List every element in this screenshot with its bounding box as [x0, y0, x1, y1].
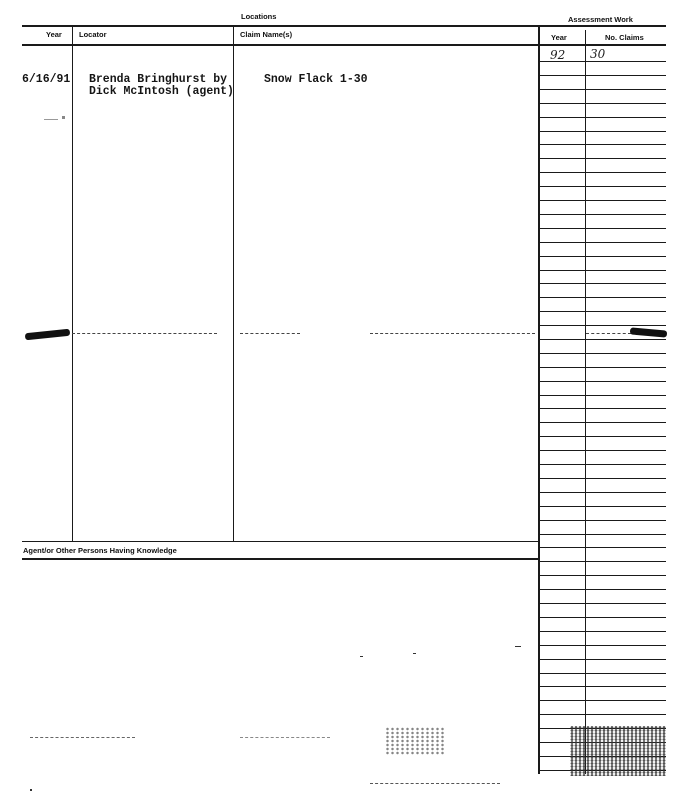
assessment-year-entry: 92 [550, 48, 566, 62]
assessment-grid-rule [539, 673, 666, 674]
claims-assessment-divider [538, 26, 540, 774]
column-header-rule [22, 44, 666, 46]
assessment-grid-rule [539, 686, 666, 687]
assessment-grid-rule [539, 228, 666, 229]
assessment-grid-rule [539, 283, 666, 284]
bottom-dashed-line-2 [240, 737, 330, 738]
locator-line-2: Dick McIntosh (agent) [89, 85, 234, 98]
assessment-grid-rule [539, 200, 666, 201]
midpage-dashed-line-2 [240, 333, 300, 334]
midpage-dashed-line-4 [586, 333, 631, 334]
left-margin-mark [25, 329, 70, 341]
assessment-grid-rule [539, 534, 666, 535]
assessment-grid-rule [539, 242, 666, 243]
scan-noise [570, 726, 666, 776]
midpage-dashed-line-3 [370, 333, 535, 334]
assessment-grid-rule [539, 353, 666, 354]
claim-name-entry: Snow Flack 1-30 [264, 73, 368, 86]
year-column-header: Year [46, 30, 62, 39]
assessment-grid-rule [539, 436, 666, 437]
assessment-grid-rule [539, 270, 666, 271]
agent-section-header: Agent/or Other Persons Having Knowledge [23, 546, 177, 555]
assessment-grid-rule [539, 103, 666, 104]
assessment-grid-rule [539, 395, 666, 396]
assessment-grid-rule [539, 659, 666, 660]
assessment-grid-rule [539, 311, 666, 312]
right-margin-mark [630, 327, 667, 337]
locator-column-header: Locator [79, 30, 107, 39]
assessment-grid-rule [539, 367, 666, 368]
midpage-dashed-line [72, 333, 217, 334]
assessment-grid-rule [539, 422, 666, 423]
assessment-grid-rule [539, 547, 666, 548]
assessment-grid-rule [539, 631, 666, 632]
assessment-grid-rule [539, 645, 666, 646]
assessment-grid-rule [539, 589, 666, 590]
assessment-grid-rule [539, 214, 666, 215]
year-locator-divider [72, 26, 73, 541]
assessment-work-header: Assessment Work [568, 15, 633, 24]
assessment-grid-rule [539, 450, 666, 451]
assessment-grid-rule [539, 617, 666, 618]
assessment-grid-rule [539, 506, 666, 507]
assessment-year-divider [585, 30, 586, 774]
header-top-rule [22, 25, 666, 27]
assessment-grid-rule [539, 603, 666, 604]
assessment-grid-rule [539, 714, 666, 715]
assessment-grid-rule [539, 325, 666, 326]
faint-mark [44, 119, 58, 120]
bottom-edge-dashes [370, 783, 500, 784]
assessment-grid-rule [539, 158, 666, 159]
assessment-grid-rule [539, 297, 666, 298]
assessment-year-column-header: Year [551, 33, 567, 42]
locator-claim-divider [233, 26, 234, 541]
assessment-grid-rule [539, 256, 666, 257]
assessment-grid-rule [539, 492, 666, 493]
assessment-grid-rule [539, 117, 666, 118]
assessment-grid-rule [539, 478, 666, 479]
assessment-grid-rule [539, 339, 666, 340]
assessment-grid-rule [539, 464, 666, 465]
location-date: 6/16/91 [22, 73, 71, 86]
no-claims-column-header: No. Claims [605, 33, 644, 42]
assessment-grid-rule [539, 408, 666, 409]
faint-mark [62, 116, 65, 119]
assessment-grid-rule [539, 520, 666, 521]
assessment-grid-rule [539, 89, 666, 90]
scan-noise [30, 789, 32, 791]
assessment-no-claims-entry: 30 [590, 47, 606, 61]
assessment-grid-rule [539, 144, 666, 145]
scan-noise [515, 646, 521, 647]
scan-noise [413, 653, 416, 654]
assessment-grid-rule [539, 75, 666, 76]
assessment-grid-rule [539, 131, 666, 132]
bottom-dashed-line [30, 737, 135, 738]
assessment-grid-rule [539, 381, 666, 382]
locations-header: Locations [241, 12, 277, 21]
assessment-grid-rule [539, 172, 666, 173]
assessment-grid-rule [539, 186, 666, 187]
assessment-grid-rule [539, 575, 666, 576]
locator-line-1: Brenda Bringhurst by [89, 73, 228, 86]
scan-noise [385, 727, 445, 755]
scan-noise [360, 656, 363, 657]
agent-section-header-rule [22, 558, 539, 560]
assessment-grid-rule [539, 700, 666, 701]
assessment-grid-rule [539, 561, 666, 562]
agent-section-top-rule [22, 541, 539, 542]
claim-names-column-header: Claim Name(s) [240, 30, 293, 39]
